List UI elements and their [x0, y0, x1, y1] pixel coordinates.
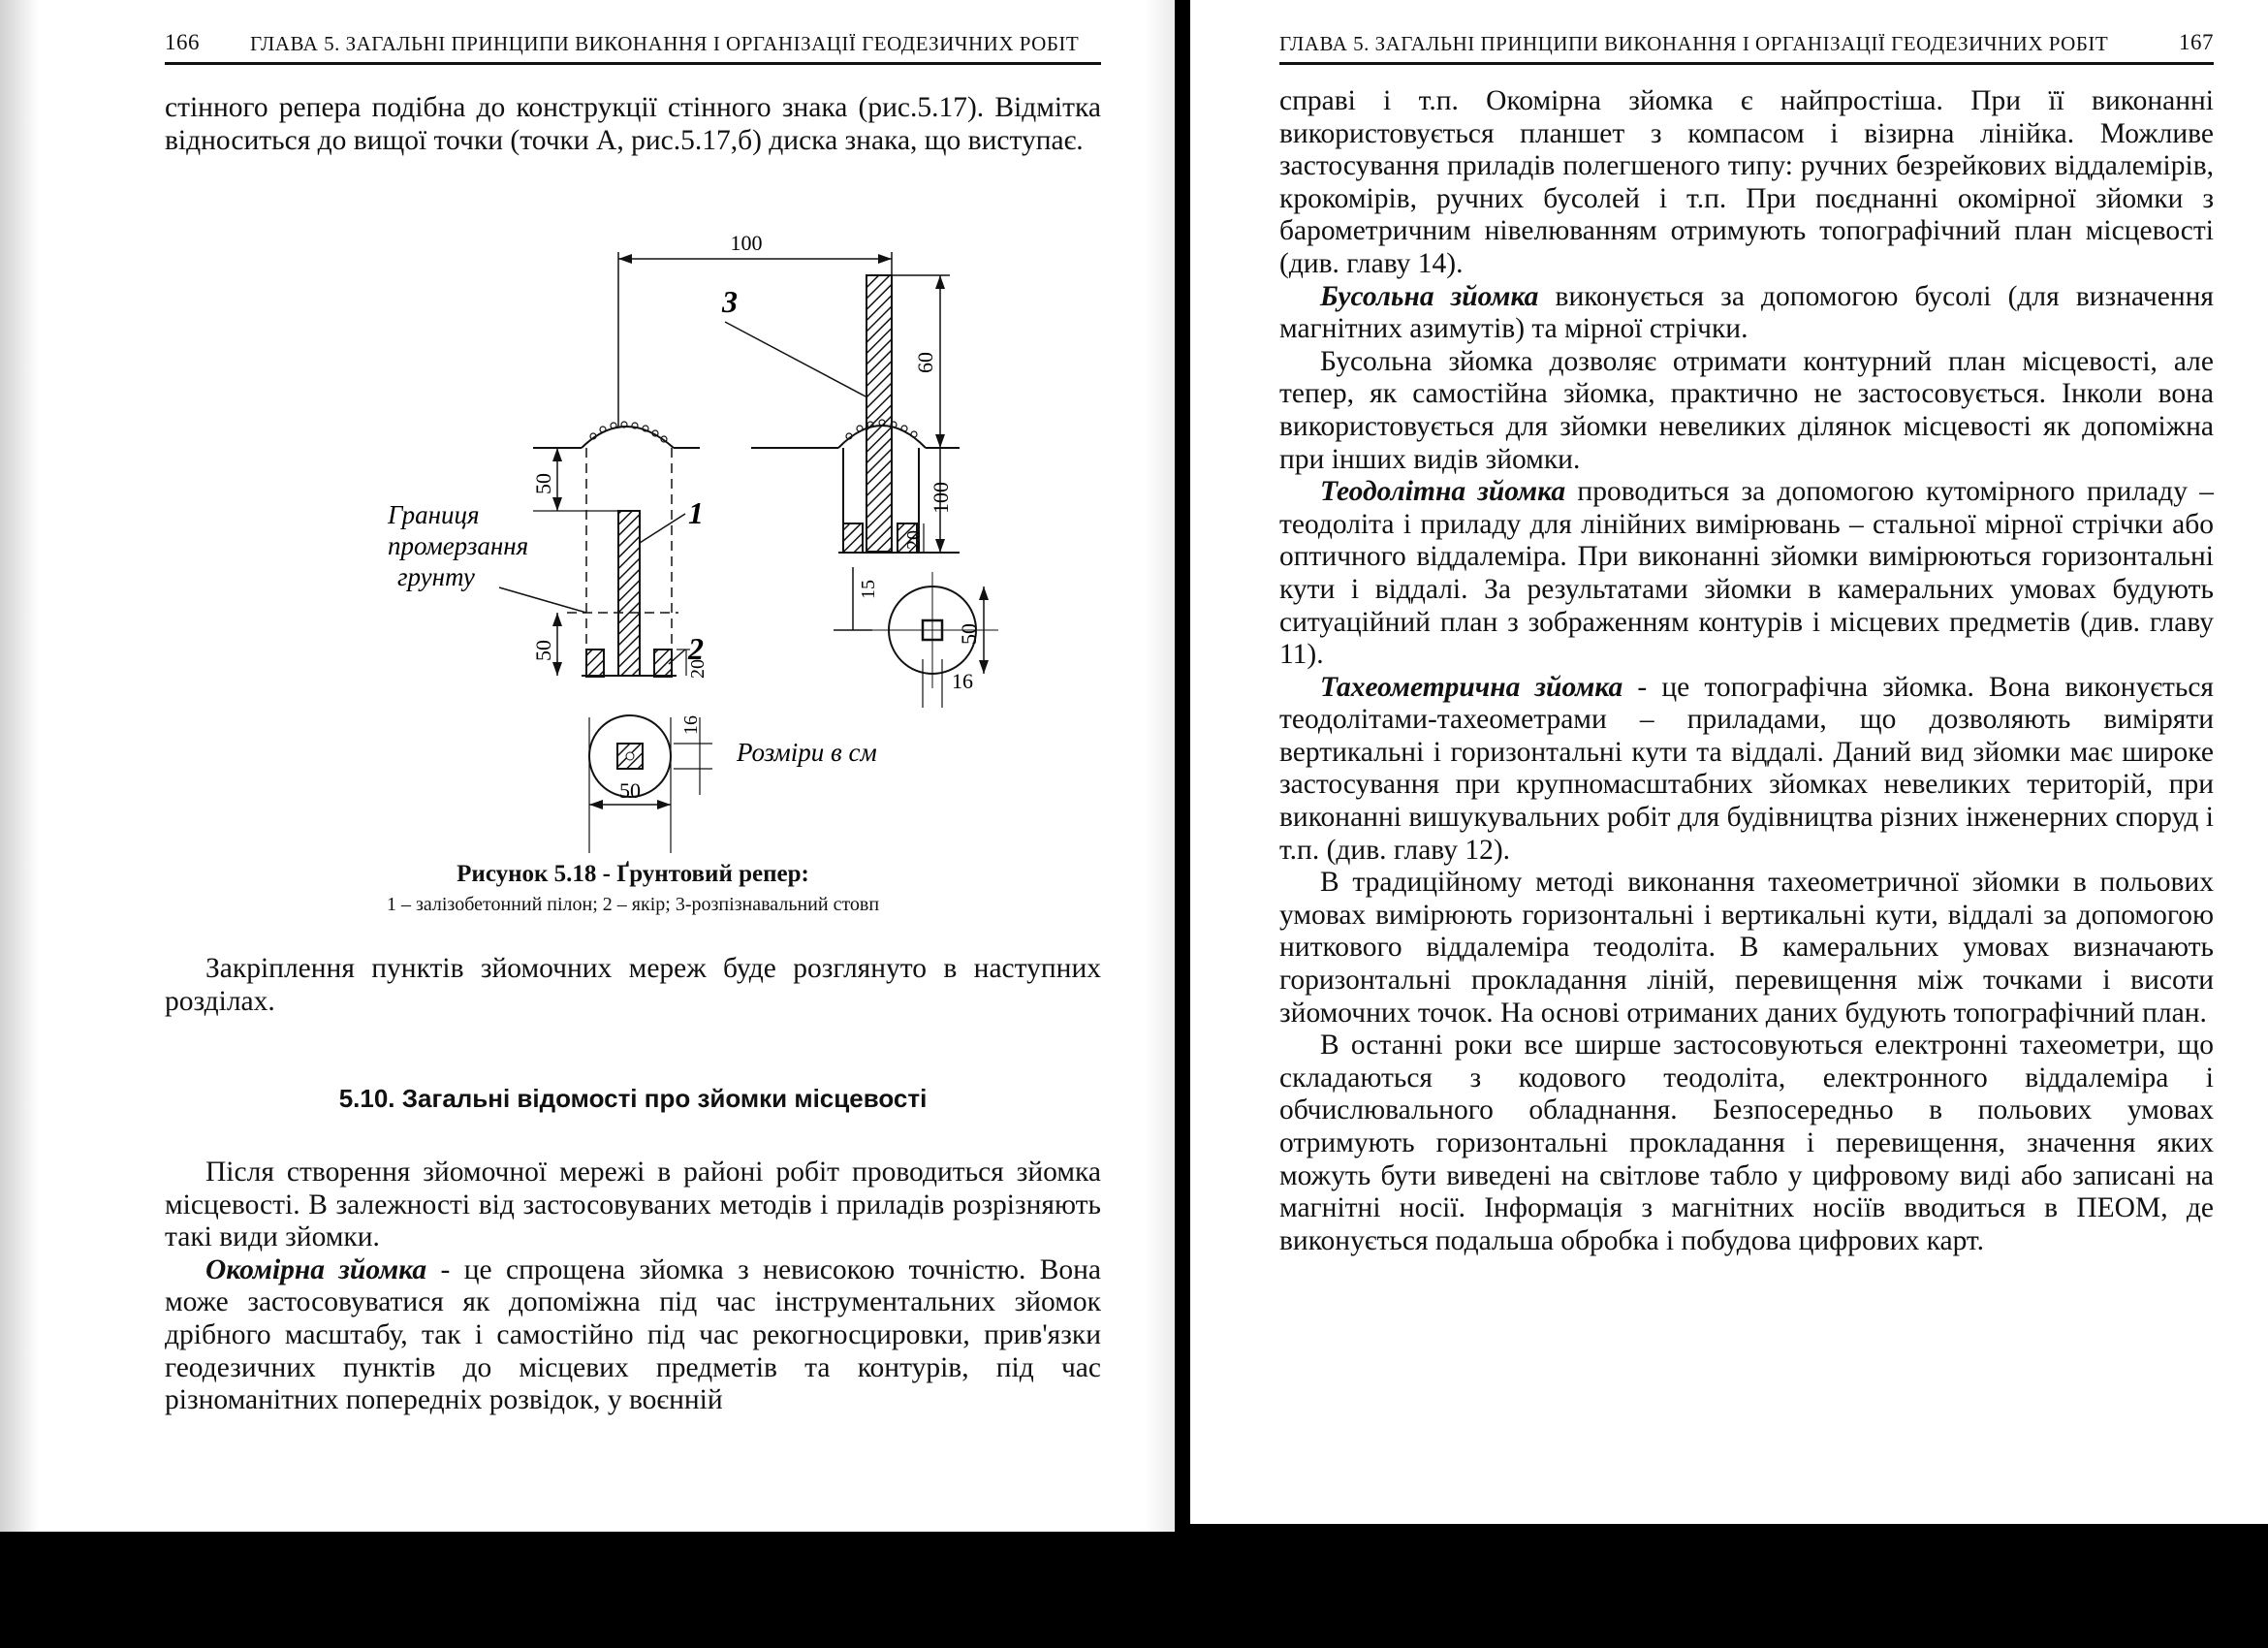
- frost-label-3: грунту: [397, 562, 475, 591]
- para-fixing: Закріплення пунктів зйомочних мереж буде розглянуто в наступних розділах.: [165, 953, 1101, 1017]
- dim-15: 15: [858, 580, 879, 599]
- label-3: 3: [722, 284, 738, 319]
- term-compass-survey: Бусольна зйомка: [1320, 280, 1539, 312]
- dim-100-right: 100: [929, 482, 953, 514]
- label-2: 2: [688, 631, 704, 666]
- marker-post-3: [866, 275, 892, 552]
- para-continuation: справі і т.п. Окомірна зйомка є найпростіша. При її виконанні використовується планшет з компасом і візирна лінійка. Можливе застосування приладів полегшеного типу: ручних безрейкових віддалемірів, крокомірів, ручних бусолей і т.п. При поєднанні окомірної зйомки з барометричним нівелюванням отримують топографічний план місцевості (див. главу 14).: [1279, 85, 2214, 279]
- dim-16-right: 16: [952, 669, 973, 693]
- dim-50-lower: 50: [531, 640, 555, 661]
- right-page: [1190, 0, 2268, 1524]
- para-recent-years: В останні роки все ширше застосовуються електронні тахеометри, що складаються з кодового теодоліта, електронного віддалеміра і обчислювального обладнання. Безпосередньо в польових умовах отримують горизонтальні прокладання і перевищення, значення яких можуть бути виведені на світлове табло у цифровому виді або записані на магнітні носії. Інформація з магнітних носіїв вводиться в ПЕОМ, де виконується подальша обробка і побудова цифрових карт.: [1279, 1030, 2214, 1256]
- theodolite-survey-text: проводиться за допомогою кутомірного приладу – теодоліта і приладу для лінійних вимірювань – стальної мірної стрічки або оптичного віддалеміра. При виконанні зйомки вимірюються горизонтальні кути і віддалі. За результатами зйомки в камеральних умовах будують ситуаційний план з зображенням контурів і місцевих предметів (див. главу 11).: [1279, 476, 2214, 671]
- para-eye-survey: [165, 1254, 1101, 1417]
- right-body: [1279, 85, 2214, 1257]
- left-para-fixing: [165, 953, 1101, 1018]
- spine-shadow: [1144, 0, 1175, 1532]
- dim-50-bottom: 50: [619, 778, 641, 803]
- left-running-head: [165, 29, 1101, 65]
- right-page-number: 167: [2179, 30, 2214, 54]
- left-edge-shadow: [0, 0, 39, 1532]
- term-eye-survey: Окомірна зйомка: [205, 1253, 427, 1285]
- dim-20-right: 20: [903, 530, 925, 550]
- right-running-head-text: ГЛАВА 5. ЗАГАЛЬНІ ПРИНЦИПИ ВИКОНАННЯ І ОРГАНІЗАЦІЇ ГЕОДЕЗИЧНИХ РОБІТ: [1279, 32, 2109, 55]
- compass-survey-text: виконується за допомогою бусолі (для визначення магнітних азимутів) та мірної стрічки.: [1279, 280, 2214, 345]
- frost-label-1: Границя: [388, 500, 480, 529]
- para-theodolite-survey: [1279, 476, 2214, 672]
- left-running-head-text: ГЛАВА 5. ЗАГАЛЬНІ ПРИНЦИПИ ВИКОНАННЯ І ОРГАНІЗАЦІЇ ГЕОДЕЗИЧНИХ РОБІТ: [250, 32, 1080, 55]
- figure-caption-title: Рисунок 5.18 - Ґрунтовий репер:: [457, 861, 809, 887]
- dim-100-top: 100: [730, 231, 763, 255]
- eye-survey-text: - це спрощена зйомка з невисокою точністю. Вона може застосовуватися як допоміжна під час інструментальних зйомок дрібного масштабу, так і самостійно під час рекогносцировки, прив'язки геодезичних пунктів до місцевих предметів та контурів, під час різноманітних попередніх розвідок, у воєнній: [165, 1253, 1102, 1416]
- left-page: [0, 0, 1175, 1532]
- anchor-left-a: [586, 650, 604, 677]
- para-traditional-method: В традиційному методі виконання тахеометричної зйомки в польових умовах вимірюють горизонтальні і вертикальні кути, віддалі за допомогою ниткового віддалеміра теодоліта. В камеральних умовах визначають горизонтальні прокладання ліній, перевищення між точками і висоти зйомочних точок. На основі отриманих даних будують топографічний план.: [1279, 867, 2214, 1029]
- right-running-head: [1279, 29, 2214, 65]
- label-1: 1: [688, 495, 704, 530]
- dim-50-circle: 50: [957, 623, 981, 645]
- left-page-number: 166: [165, 30, 200, 54]
- para-compass-survey: [1279, 281, 2214, 346]
- para-compass-survey-2: Бусольна зйомка дозволяє отримати контурний план місцевості, але тепер, як самостійна зйомка, практично не застосовується. Інколи вона використовується для зйомки невеликих ділянок місцевості як допоміжна при інших видів зйомки.: [1279, 345, 2214, 475]
- left-intro: [165, 92, 1101, 157]
- dim-50-left: 50: [531, 473, 555, 494]
- left-mound-stones: [590, 422, 667, 442]
- figure-caption-subtitle: 1 – залізобетонний пілон; 2 – якір; 3-розпізнавальний стовп: [386, 894, 880, 915]
- tacheometric-survey-text: - це топографічна зйомка. Вона виконується теодолітами-тахеометрами – приладами, що дозволяють виміряти вертикальні і горизонтальні кути та віддалі. Даний вид зйомки має широке застосування при крупномасштабних зйомках невеликих територій, при виконанні вишукувальних робіт для будівництва різних інженерних споруд і т.п. (див. главу 12).: [1279, 671, 2214, 866]
- figure-ground-benchmark: [339, 231, 981, 853]
- dim-20-lower: 20: [687, 659, 709, 679]
- term-tacheometric-survey: Тахеометрична зйомка: [1320, 671, 1623, 703]
- frost-label-2: промерзання: [388, 531, 529, 560]
- intro-paragraph: стінного репера подібна до конструкції стінного знака (рис.5.17). Відмітка відноситься до вищої точки (точки А, рис.5.17,б) диска знака, що виступає.: [165, 92, 1101, 156]
- dim-16-bottom: 16: [680, 715, 702, 735]
- para-after-network: Після створення зйомочної мережі в районі робіт проводиться зйомка місцевості. В залежності від застосовуваних методів і приладів розрізняють такі види зйомки.: [165, 1157, 1101, 1253]
- section-heading: 5.10. Загальні відомості про зйомки місцевості: [338, 1084, 928, 1113]
- para-tacheometric-survey: [1279, 672, 2214, 868]
- units-note: Розміри в см: [737, 738, 877, 767]
- pylon-1: [618, 511, 640, 676]
- left-body-lower: [165, 1157, 1101, 1417]
- dim-60: 60: [913, 352, 937, 373]
- term-theodolite-survey: Теодолітна зйомка: [1320, 476, 1566, 508]
